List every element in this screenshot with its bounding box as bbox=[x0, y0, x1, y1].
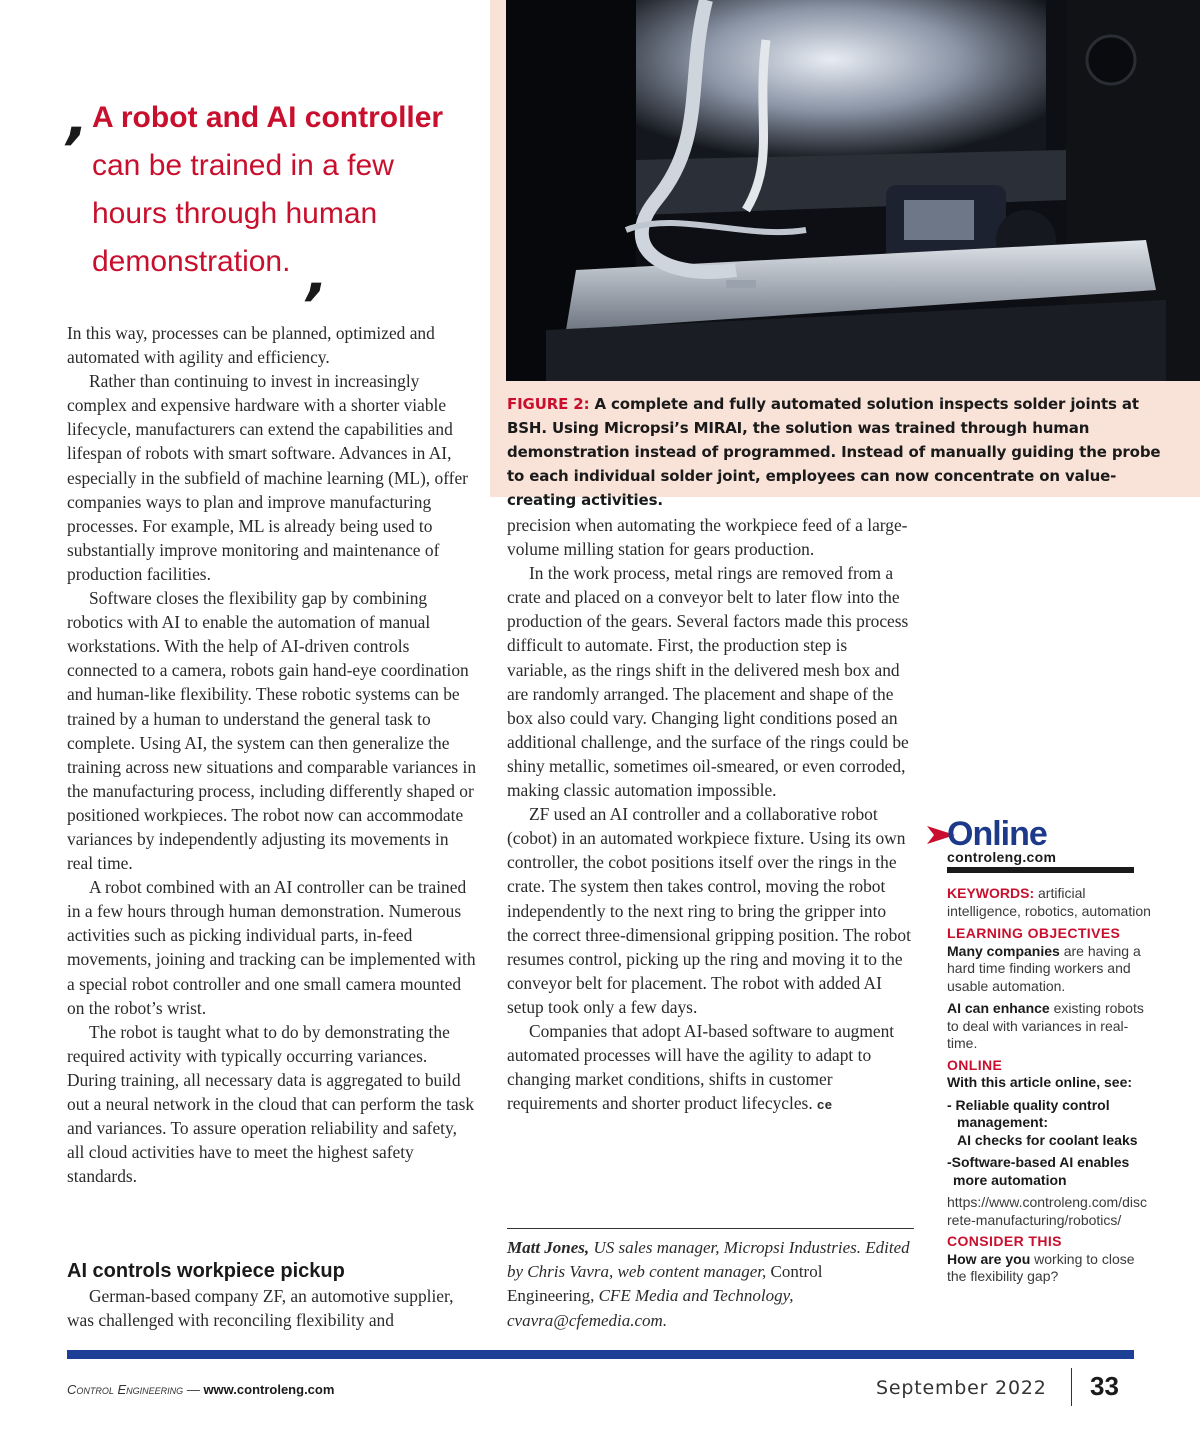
objective-1 bbox=[947, 943, 1157, 996]
online-link-2-line-1: -Software-based AI enables bbox=[947, 1154, 1130, 1170]
article-column-1 bbox=[67, 321, 477, 1188]
figure-caption-text: A complete and fully automated solution inspects solder joints at BSH. Using Micropsi’s MIRAI, the solution was trained through human demonstration instead of programmed. Instead of manually guiding the probe to each individual solder joint, employees can now concentrate on value-creating activities. bbox=[507, 395, 1161, 509]
footer-dash: — bbox=[186, 1382, 200, 1397]
online-url-link[interactable]: https://www.controleng.com/discrete-manufacturing/robotics/ bbox=[947, 1194, 1147, 1228]
issue-date: September 2022 bbox=[876, 1377, 1047, 1399]
paragraph: A robot combined with an AI controller can be trained in a few hours through human demonstration. Numerous activities such as picking individual parts, in-feed movements, joining and tracking can be implemented with a special robot controller and one small camera mounted on the robot’s wrist. bbox=[67, 877, 476, 1018]
paragraph: In this way, processes can be planned, optimized and automated with agility and efficiency. bbox=[67, 323, 435, 368]
figure-photo bbox=[506, 0, 1200, 381]
article-column-1-continued bbox=[67, 1284, 477, 1332]
online-logo-url: controleng.com bbox=[947, 849, 1057, 865]
objective-1-bold: Many companies bbox=[947, 942, 1060, 959]
consider-bold: How are you bbox=[947, 1250, 1031, 1267]
inspection-machine-photo bbox=[506, 0, 1200, 381]
pull-quote bbox=[58, 83, 476, 309]
online-link-1[interactable] bbox=[947, 1097, 1157, 1150]
paragraph: In the work process, metal rings are removed from a crate and placed on a conveyor belt to later flow into the production of the gears. Several factors made this process difficult to automate. First, the production step is variable, as the rings shift in the delivered mesh box and are randomly arranged. The placement and shape of the box also could vary. Changing light conditions posed an additional challenge, and the surface of the rings could be shiny metallic, sometimes oil-smeared, or even corroded, making classic automation impossible. bbox=[507, 563, 909, 801]
paragraph: precision when automating the workpiece feed of a large-volume milling station for gears production. bbox=[507, 515, 908, 560]
paragraph bbox=[507, 1019, 911, 1115]
online-link-1-line-3: AI checks for coolant leaks bbox=[957, 1131, 1138, 1148]
author-email[interactable]: cvavra@cfemedia.com. bbox=[507, 1310, 668, 1330]
paragraph-text: Companies that adopt AI-based software to augment automated processes will have the agility to adapt to changing market conditions, shifts in customer requirements and shorter product lifecycles. bbox=[507, 1020, 895, 1114]
paragraph: ZF used an AI controller and a collaborative robot (cobot) in an automated workpiece fixture. Using its own controller, the cobot positions itself over the rings in the crate. The system then takes control, moving the robot independently to the next ring to bring the gripper into the correct three-dimensional gripping position. The robot resumes control, picking up the ring and moving it to the conveyor belt for placement. The robot with added AI setup took only a few days. bbox=[507, 804, 911, 1017]
author-divider bbox=[507, 1228, 914, 1229]
paragraph: The robot is taught what to do by demonstrating the required activity with typically occurring variances. During training, all necessary data is aggregated to build out a neural network in the cloud that can perform the task and variances. To assure operation reliability and safety, all cloud activities have to meet the highest safety standards. bbox=[67, 1021, 475, 1187]
footer-url[interactable]: www.controleng.com bbox=[203, 1382, 335, 1397]
online-link-1-line-1: - Reliable quality control bbox=[947, 1096, 1110, 1113]
footer-divider bbox=[1071, 1368, 1072, 1406]
consider-this bbox=[947, 1251, 1157, 1286]
author-media: CFE Media and Technology, bbox=[598, 1286, 794, 1306]
objective-2 bbox=[947, 1000, 1157, 1053]
open-quote-mark: ‚ bbox=[58, 83, 97, 153]
keywords bbox=[947, 885, 1157, 920]
end-mark: ce bbox=[817, 1097, 833, 1113]
objective-2-bold: AI can enhance bbox=[947, 1000, 1050, 1016]
online-logo-bar bbox=[947, 867, 1134, 873]
magazine-name: Control Engineering bbox=[67, 1382, 184, 1397]
keywords-label: KEYWORDS: bbox=[947, 885, 1035, 901]
learning-objectives-heading: LEARNING OBJECTIVES bbox=[947, 925, 1121, 941]
author-bio bbox=[507, 1236, 911, 1333]
page-number: 33 bbox=[1090, 1371, 1119, 1401]
author-role: US sales manager, Micropsi Industries. Edited by Chris Vavra, web content manager, bbox=[507, 1238, 910, 1282]
paragraph: German-based company ZF, an automotive supplier, was challenged with reconciling flexibility and bbox=[67, 1286, 454, 1331]
pull-quote-rest: can be trained in a few hours through human demonstration. bbox=[92, 149, 394, 278]
online-logo-word: Online bbox=[947, 815, 1047, 853]
online-heading: ONLINE bbox=[947, 1056, 1003, 1073]
objective-1-text: are having a hard time finding workers and usable automation. bbox=[947, 942, 1141, 994]
online-link-1-line-2: management: bbox=[957, 1114, 1049, 1130]
author-name: Matt Jones, bbox=[507, 1238, 590, 1257]
online-logo bbox=[927, 815, 1137, 876]
online-link-2-line-2: more automation bbox=[953, 1171, 1067, 1188]
paragraph: Software closes the flexibility gap by combining robotics with AI to enable the automation of manual workstations. With the help of AI-driven controls connected to a camera, robots gain hand-eye coordination and human-like flexibility. These robotic systems can be trained by a human to understand the general task to complete. Using AI, the system can then generalize the training across new situations and comparable variances in the manufacturing process, including differently shaped or positioned workpieces. The robot now can accommodate variances by independently adjusting its movements in real time. bbox=[67, 588, 477, 874]
figure-label: FIGURE 2: bbox=[507, 395, 590, 413]
section-heading: AI controls workpiece pickup bbox=[67, 1260, 345, 1282]
pull-quote-bold: A robot and AI controller bbox=[92, 101, 444, 134]
footer-publication bbox=[67, 1380, 334, 1400]
figure-caption bbox=[507, 392, 1179, 512]
paragraph: Rather than continuing to invest in increasingly complex and expensive hardware with a shorter viable lifecycle, manufacturers can extend the capabilities and lifespan of robots with smart software. Advances in AI, especially in the subfield of machine learning (ML), offer companies ways to plan and improve manufacturing processes. For example, ML is already being used to substantially improve monitoring and maintenance of production facilities. bbox=[67, 371, 468, 584]
article-column-2 bbox=[507, 513, 911, 1115]
consider-text: working to close the flexibility gap? bbox=[947, 1250, 1135, 1284]
sidebar bbox=[947, 885, 1157, 1286]
objective-2-text: existing robots to deal with variances in real-time. bbox=[947, 1000, 1144, 1051]
consider-this-heading: CONSIDER THIS bbox=[947, 1233, 1062, 1249]
online-intro: With this article online, see: bbox=[947, 1074, 1133, 1090]
online-link-2[interactable] bbox=[947, 1154, 1157, 1189]
keywords-list: artificial intelligence, robotics, automation bbox=[947, 885, 1151, 919]
close-quote-mark: ‚ bbox=[298, 239, 337, 309]
pull-quote-text bbox=[92, 94, 476, 286]
footer-rule bbox=[67, 1350, 1134, 1359]
author-org: Control Engineering, bbox=[507, 1262, 823, 1306]
